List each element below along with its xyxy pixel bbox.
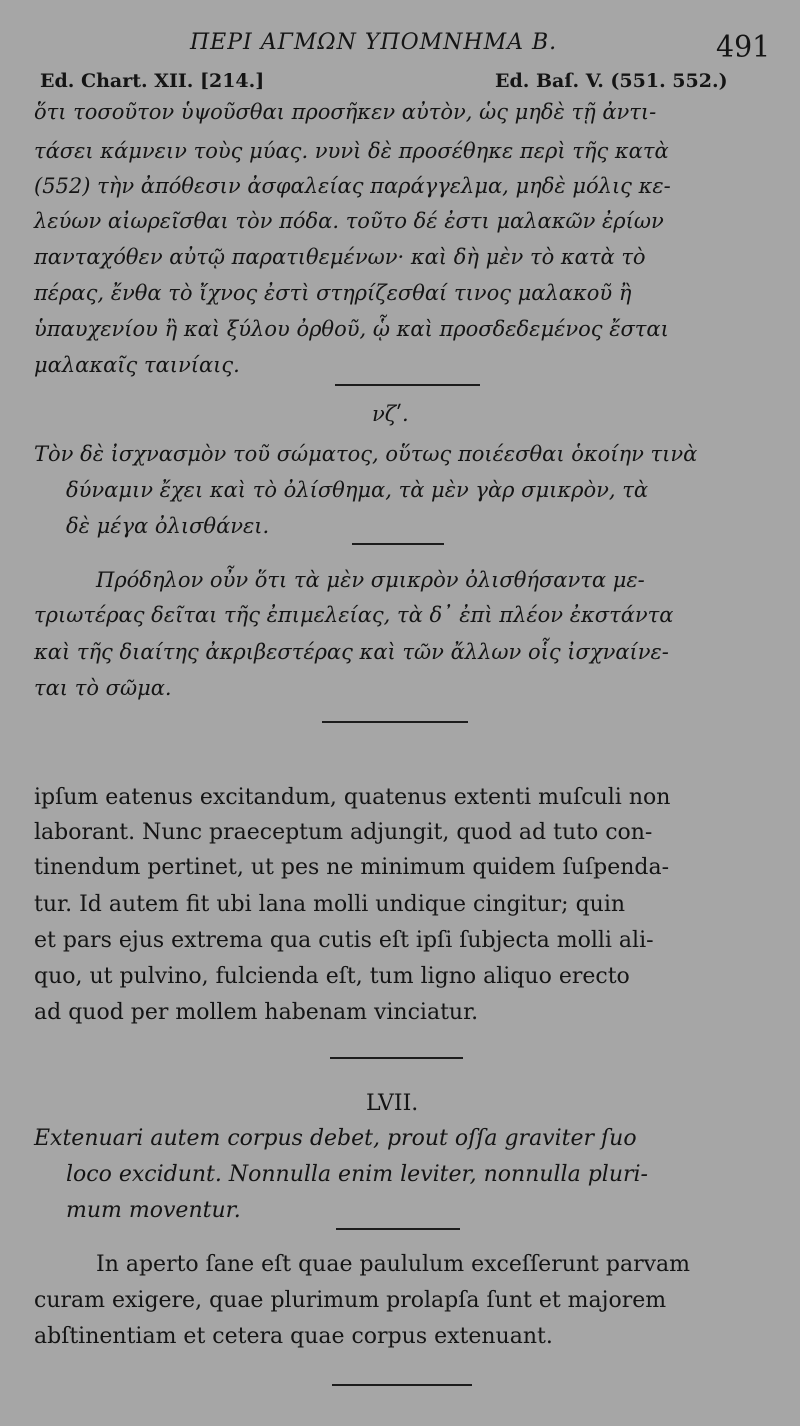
- section-divider: [330, 1057, 463, 1059]
- greek-commentary-line: καὶ τῆς διαίτης ἀκριβεστέρας καὶ τῶν ἄλλων οἷς ἰσχναίνε-: [34, 640, 669, 664]
- edition-reference-right: Ed. Baſ. V. (551. 552.): [495, 70, 728, 92]
- latin-line: et pars ejus extrema qua cutis eſt ipſi ſubjecta molli ali-: [34, 928, 654, 953]
- greek-line: λεύων αἰωρεῖσθαι τὸν πόδα. τοῦτο δέ ἐστι μαλακῶν ἐρίων: [34, 209, 664, 233]
- greek-commentary-line: Πρόδηλον οὖν ὅτι τὰ μὲν σμικρὸν ὀλισθήσαντα με-: [96, 568, 645, 592]
- edition-reference-left: Ed. Chart. XII. [214.]: [40, 70, 265, 92]
- page-number: 491: [716, 30, 771, 65]
- greek-line: (552) τὴν ἀπόθεσιν ἀσφαλείας παράγγελμα, μηδὲ μόλις κε-: [34, 174, 671, 198]
- greek-line: ὅτι τοσοῦτον ὑψοῦσθαι προσῆκεν αὐτὸν, ὡς μηδὲ τῇ ἀντι-: [34, 100, 657, 124]
- running-head-title: ΠΕΡΙ ΑΓΜΩΝ ΥΠΟΜΝΗΜΑ Β.: [190, 30, 558, 55]
- latin-line: ipſum eatenus excitandum, quatenus extenti muſculi non: [34, 785, 671, 810]
- latin-commentary-line: abſtinentiam et cetera quae corpus extenuant.: [34, 1324, 553, 1349]
- greek-line: πανταχόθεν αὐτῷ παρατιθεμένων· καὶ δὴ μὲν τὸ κατὰ τὸ: [34, 245, 646, 269]
- greek-line: τάσει κάμνειν τοὺς μύας. νυνὶ δὲ προσέθηκε περὶ τῆς κατὰ: [34, 139, 669, 163]
- latin-line: quo, ut pulvino, fulcienda eſt, tum ligno aliquo erecto: [34, 964, 630, 989]
- latin-line: tur. Id autem fit ubi lana molli undique cingitur; quin: [34, 892, 626, 917]
- latin-commentary-line: In aperto ſane eſt quae paululum exceſſerunt parvam: [96, 1252, 690, 1277]
- latin-text-line: loco excidunt. Nonnulla enim leviter, nonnulla pluri-: [66, 1162, 648, 1187]
- greek-line: πέρας, ἔνθα τὸ ἴχνος ἐστὶ στηρίζεσθαί τινος μαλακοῦ ἢ: [34, 281, 632, 305]
- greek-commentary-line: ται τὸ σῶμα.: [34, 676, 172, 700]
- greek-commentary-line: τριωτέρας δεῖται τῆς ἐπιμελείας, τὰ δ᾽ ἐπὶ πλέον ἐκστάντα: [34, 603, 674, 627]
- section-divider: [335, 384, 480, 386]
- greek-text-line: δύναμιν ἔχει καὶ τὸ ὀλίσθημα, τὰ μὲν γὰρ σμικρὸν, τὰ: [66, 478, 649, 502]
- greek-text-line: δὲ μέγα ὀλισθάνει.: [66, 514, 270, 538]
- section-divider: [352, 543, 444, 545]
- section-divider: [332, 1384, 472, 1386]
- latin-text-line: mum moventur.: [66, 1198, 241, 1223]
- section-number-latin: LVII.: [366, 1091, 419, 1116]
- latin-text-line: Extenuari autem corpus debet, prout oſſa graviter ſuo: [34, 1126, 637, 1151]
- latin-commentary-line: curam exigere, quae plurimum prolapſa ſunt et majorem: [34, 1288, 667, 1313]
- latin-line: ad quod per mollem habenam vinciatur.: [34, 1000, 479, 1025]
- latin-line: tinendum pertinet, ut pes ne minimum quidem ſuſpenda-: [34, 855, 670, 880]
- greek-line: ὑπαυχενίου ἢ καὶ ξύλου ὀρθοῦ, ᾧ καὶ προσδεδεμένος ἔσται: [34, 317, 669, 341]
- section-divider: [336, 1228, 460, 1230]
- greek-text-line: Τὸν δὲ ἰσχνασμὸν τοῦ σώματος, οὕτως ποιέεσθαι ὁκοίην τινὰ: [34, 442, 698, 466]
- section-divider: [322, 721, 468, 723]
- greek-line: μαλακαῖς ταινίαις.: [34, 353, 240, 377]
- section-number-greek: νζʹ.: [372, 402, 409, 426]
- latin-line: laborant. Nunc praeceptum adjungit, quod ad tuto con-: [34, 820, 653, 845]
